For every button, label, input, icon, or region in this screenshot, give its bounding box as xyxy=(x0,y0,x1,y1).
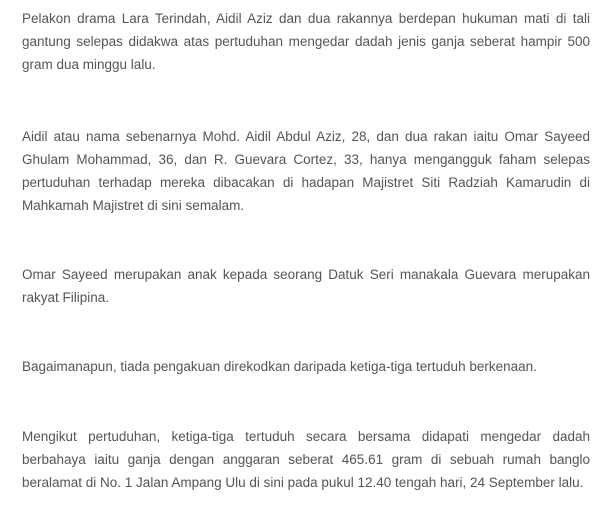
article-paragraph: Omar Sayeed merupakan anak kepada seorang Datuk Seri manakala Guevara merupakan rakyat Filipina. xyxy=(22,267,590,305)
article-paragraph: Pelakon drama Lara Terindah, Aidil Aziz dan dua rakannya berdepan hukuman mati di tali gantung selepas didakwa atas pertuduhan mengedar dadah jenis ganja seberat hampir 500 gram dua minggu lalu. xyxy=(22,11,590,72)
article-paragraph: Mengikut pertuduhan, ketiga-tiga tertuduh secara bersama didapati mengedar dadah berbahaya iaitu ganja dengan anggaran seberat 465.61 gram di sebuah rumah banglo beralamat di No. 1 Jalan Ampang Ulu di sini pada pukul 12.40 tengah hari, 24 September lalu. xyxy=(22,429,590,490)
article-paragraph: Aidil atau nama sebenarnya Mohd. Aidil Abdul Aziz, 28, dan dua rakan iaitu Omar Sayeed Ghulam Mohammad, 36, dan R. Guevara Cortez, 33, hanya mengangguk faham selepas pertuduhan terhadap mereka dibacakan di hadapan Majistret Siti Radziah Kamarudin di Mahkamah Majistret di sini semalam. xyxy=(22,129,590,213)
article-paragraph: Bagaimanapun, tiada pengakuan direkodkan daripada ketiga-tiga tertuduh berkenaan. xyxy=(22,359,537,374)
